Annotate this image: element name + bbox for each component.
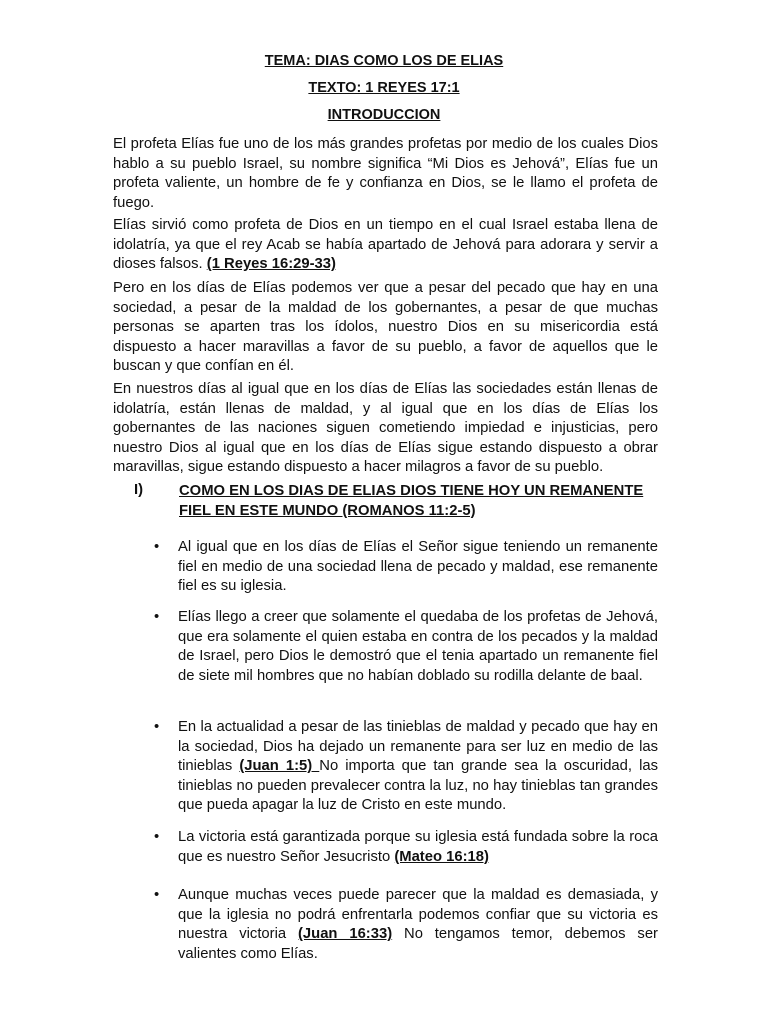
- bible-reference: (1 Reyes 16:29-33): [206, 256, 336, 273]
- bullet-item-2: Elías llego a creer que solamente el quedaba de los profetas de Jehová, que era solamente el quien estaba en contra de los pecados y la maldad de Israel, pero Dios le demostró que el tenia apartado un remanente fiel de siete mil hombres que no habían doblado su rodilla delante de baal.: [178, 609, 658, 684]
- bullet-icon: •: [154, 829, 160, 845]
- section-title: COMO EN LOS DIAS DE ELIAS DIOS TIENE HOY UN REMANENTE FIEL EN ESTE MUNDO (ROMANOS 11:2-5): [179, 483, 644, 519]
- bullet-item-3: [178, 718, 658, 816]
- bullet-icon: •: [154, 539, 160, 555]
- bullet-item-5-text-b: No tengamos temor, debemos ser valientes como Elías.: [178, 926, 658, 962]
- bullet-icon: •: [154, 719, 160, 735]
- intro-paragraph-3: Pero en los días de Elías podemos ver que a pesar del pecado que hay en una sociedad, a pesar de la maldad de los gobernantes, a pesar de que muchas personas se aparten tras los ídolos, nuestro Dios en su misericordia está dispuesto a hacer maravillas a favor de su pueblo, a favor de aquellos que le buscan y que confían en él.: [113, 280, 658, 375]
- tema-heading: TEMA: DIAS COMO LOS DE ELIAS: [264, 53, 504, 69]
- bullet-item-1: Al igual que en los días de Elías el Señor sigue teniendo un remanente fiel en medio de una sociedad llena de pecado y maldad, ese remanente fiel es su iglesia.: [178, 539, 658, 595]
- texto-heading: TEXTO: 1 REYES 17:1: [308, 80, 460, 96]
- intro-paragraph-2: [113, 216, 658, 275]
- bullet-icon: •: [154, 887, 160, 903]
- bullet-item-4-text: La victoria está garantizada porque su iglesia está fundada sobre la roca que es nuestro Señor Jesucristo: [178, 829, 658, 865]
- bible-reference: (Mateo 16:18): [394, 848, 489, 865]
- bullet-icon: •: [154, 609, 160, 625]
- bullet-item-5: [178, 886, 658, 964]
- bullet-item-5-text-a: Aunque muchas veces puede parecer que la maldad es demasiada, y que la iglesia no podrá enfrentarla podemos confiar que su victoria es nuestra victoria: [178, 887, 658, 943]
- bullet-item-4: [178, 828, 658, 867]
- bible-reference: (Juan 16:33): [298, 926, 393, 943]
- bible-reference: (Juan 1:5): [239, 758, 320, 775]
- bullet-item-3-text-b: No importa que tan grande sea la oscuridad, las tinieblas no pueden prevalecer contra la luz, no hay tinieblas tan grandes que pueda apagar la luz de Cristo en este mundo.: [178, 758, 658, 814]
- intro-paragraph-4: En nuestros días al igual que en los días de Elías las sociedades están llenas de idolatría, están llenas de maldad, y al igual que en los días de Elías los gobernantes de las naciones siguen cometiendo impiedad e injusticias, pero nuestro Dios al igual que en los días de Elías sigue estando dispuesto a obrar maravillas, sigue estando dispuesto a hacer milagros a favor de su pueblo.: [113, 381, 658, 476]
- intro-paragraph-1: El profeta Elías fue uno de los más grandes profetas por medio de los cuales Dios hablo a su pueblo Israel, su nombre significa “Mi Dios es Jehová”, Elías fue un profeta valiente, un hombre de fe y confianza en Dios, se le llamo el profeta de fuego.: [113, 136, 658, 211]
- introduccion-heading: INTRODUCCION: [327, 107, 441, 123]
- intro-paragraph-2-text: Elías sirvió como profeta de Dios en un tiempo en el cual Israel estaba llena de idolatría, ya que el rey Acab se había apartado de Jehová para adorara y servir a dioses falsos.: [113, 217, 658, 273]
- bullet-item-3-text-a: En la actualidad a pesar de las tinieblas de maldad y pecado que hay en la sociedad, Dios ha dejado un remanente para ser luz en medio de las tinieblas: [178, 719, 658, 775]
- section-number: I): [134, 482, 144, 498]
